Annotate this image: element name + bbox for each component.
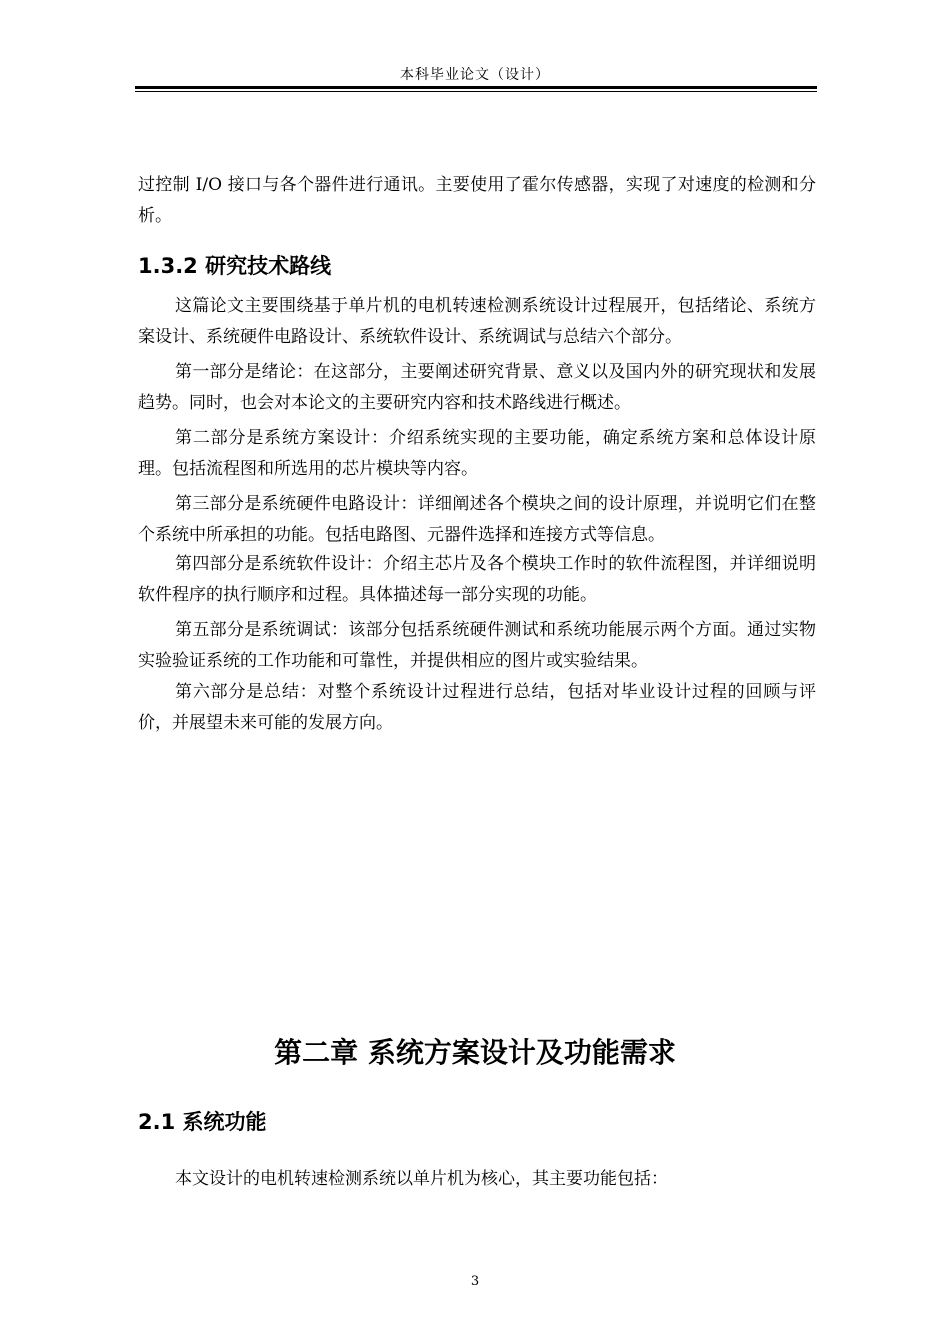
running-header: 本科毕业论文（设计） bbox=[400, 67, 550, 83]
chapter-heading: 第二章 系统方案设计及功能需求 bbox=[274, 1036, 676, 1069]
header-rule-thick bbox=[135, 86, 817, 89]
paragraph-part-three: 第三部分是系统硬件电路设计：详细阐述各个模块之间的设计原理，并说明它们在整个系统中所承担的功能。包括电路图、元器件选择和连接方式等信息。 bbox=[138, 494, 816, 545]
page-number: 3 bbox=[470, 1274, 480, 1289]
section-heading-2-1: 2.1 系统功能 bbox=[138, 1110, 267, 1134]
paragraph-part-five: 第五部分是系统调试：该部分包括系统硬件测试和系统功能展示两个方面。通过实物实验验证系统的工作功能和可靠性，并提供相应的图片或实验结果。 bbox=[138, 620, 816, 671]
continuation-paragraph: 过控制 I/O 接口与各个器件进行通讯。主要使用了霍尔传感器，实现了对速度的检测和分析。 bbox=[138, 175, 816, 226]
paragraph-overview: 这篇论文主要围绕基于单片机的电机转速检测系统设计过程展开，包括绪论、系统方案设计、系统硬件电路设计、系统软件设计、系统调试与总结六个部分。 bbox=[138, 296, 816, 347]
paragraph-part-six: 第六部分是总结：对整个系统设计过程进行总结，包括对毕业设计过程的回顾与评价，并展望未来可能的发展方向。 bbox=[138, 682, 816, 733]
paragraph-part-one: 第一部分是绪论：在这部分，主要阐述研究背景、意义以及国内外的研究现状和发展趋势。同时，也会对本论文的主要研究内容和技术路线进行概述。 bbox=[138, 362, 816, 413]
section-heading-1-3-2: 1.3.2 研究技术路线 bbox=[138, 254, 332, 278]
header-rule-thin bbox=[135, 91, 817, 92]
paragraph-part-two: 第二部分是系统方案设计：介绍系统实现的主要功能，确定系统方案和总体设计原理。包括流程图和所选用的芯片模块等内容。 bbox=[138, 428, 816, 479]
paragraph-system-functions: 本文设计的电机转速检测系统以单片机为核心，其主要功能包括： bbox=[175, 1169, 668, 1189]
paragraph-part-four: 第四部分是系统软件设计：介绍主芯片及各个模块工作时的软件流程图，并详细说明软件程序的执行顺序和过程。具体描述每一部分实现的功能。 bbox=[138, 554, 816, 605]
